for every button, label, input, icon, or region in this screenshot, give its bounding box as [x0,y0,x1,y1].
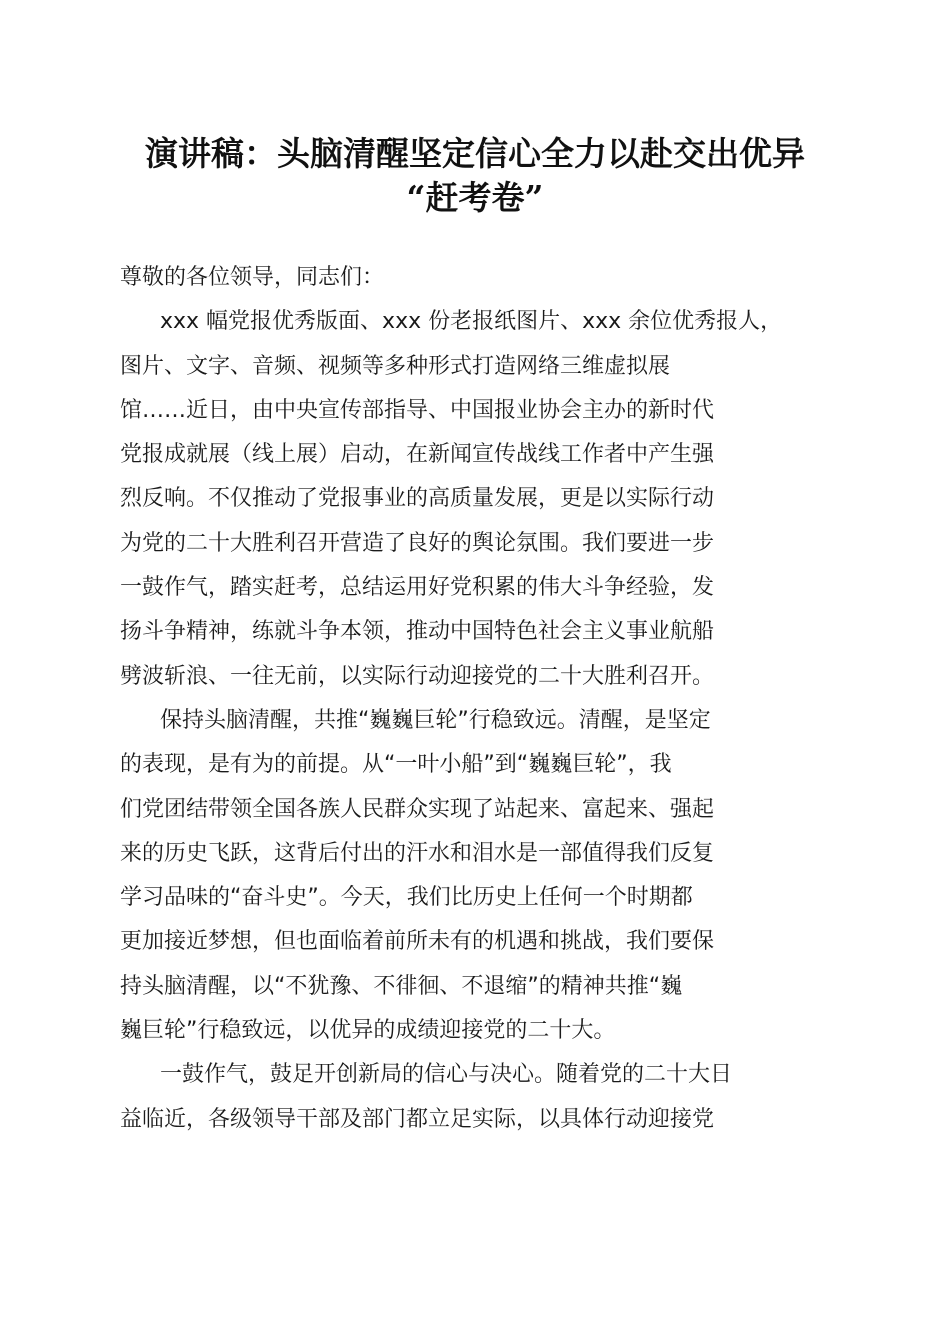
text-line: 烈反响。不仅推动了党报事业的高质量发展，更是以实际行动 [120,486,715,512]
text-line: 扬斗争精神，练就斗争本领，推动中国特色社会主义事业航船 [120,619,715,645]
text-line: 的表现，是有为的前提。从“一叶小船”到“巍巍巨轮”，我 [120,752,672,778]
text-line: 益临近，各级领导干部及部门都立足实际，以具体行动迎接党 [120,1106,715,1132]
text-line: 们党团结带领全国各族人民群众实现了站起来、富起来、强起 [120,796,715,822]
text-line: 一鼓作气，鼓足开创新局的信心与决心。随着党的二十大日 [160,1062,733,1088]
paragraph-3 [120,1053,830,1142]
text-line: 来的历史飞跃，这背后付出的汗水和泪水是一部值得我们反复 [120,840,715,866]
paragraph-1 [120,300,830,699]
document-body [120,256,830,1142]
title-line-2: “赶考卷” [406,178,544,217]
text-line: xxx 幅党报优秀版面、xxx 份老报纸图片、xxx 余位优秀报人， [160,309,783,335]
text-line: 保持头脑清醒，共推“巍巍巨轮”行稳致远。清醒，是坚定 [160,707,711,733]
text-line: 更加接近梦想，但也面临着前所未有的机遇和挑战，我们要保 [120,929,715,955]
salutation: 尊敬的各位领导，同志们： [120,265,385,290]
text-line: 劈波斩浪、一往无前，以实际行动迎接党的二十大胜利召开。 [120,663,715,689]
text-line: 馆……近日，由中央宣传部指导、中国报业协会主办的新时代 [120,397,715,423]
text-line: 学习品味的“奋斗史”。今天，我们比历史上任何一个时期都 [120,885,693,911]
document-title [100,132,850,220]
text-line: 巍巨轮”行稳致远，以优异的成绩迎接党的二十大。 [120,1018,616,1044]
text-line: 为党的二十大胜利召开营造了良好的舆论氛围。我们要进一步 [120,530,715,556]
text-line: 一鼓作气，踏实赶考，总结运用好党积累的伟大斗争经验，发 [120,575,715,601]
text-line: 持头脑清醒，以“不犹豫、不徘徊、不退缩”的精神共推“巍 [120,973,683,999]
title-line-1: 演讲稿：头脑清醒坚定信心全力以赴交出优异 [145,134,805,173]
text-line: 图片、文字、音频、视频等多种形式打造网络三维虚拟展 [120,353,671,379]
text-line: 党报成就展（线上展）启动，在新闻宣传战线工作者中产生强 [120,442,715,468]
paragraph-2 [120,699,830,1053]
